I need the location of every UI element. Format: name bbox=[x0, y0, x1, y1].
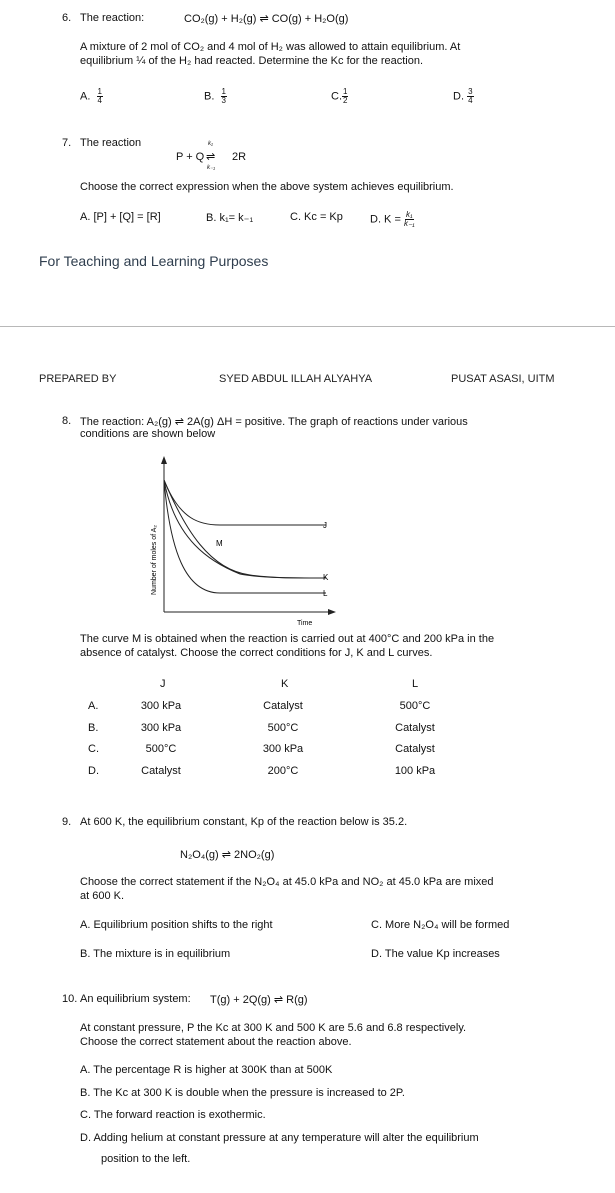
row-letter: D. bbox=[88, 765, 99, 777]
q10-text1: At constant pressure, P the Kc at 300 K and 500 K are 5.6 and 6.8 respectively. bbox=[80, 1022, 467, 1034]
table-cell: 300 kPa bbox=[140, 722, 182, 734]
q7-option-c[interactable]: C. Kc = Kp bbox=[290, 211, 343, 223]
q8-line2: conditions are shown below bbox=[80, 428, 216, 440]
table-cell: 500°C bbox=[267, 722, 299, 734]
q8-text2: absence of catalyst. Choose the correct conditions for J, K and L curves. bbox=[80, 647, 433, 659]
q6-option-c[interactable] bbox=[331, 88, 348, 105]
q6-text-line2: equilibrium ¼ of the H₂ had reacted. Determine the Kc for the reaction. bbox=[80, 55, 424, 67]
table-cell: Catalyst bbox=[395, 743, 435, 755]
curve-j bbox=[164, 480, 326, 525]
option-letter: A. bbox=[80, 90, 91, 103]
q10-option-b[interactable]: B. The Kc at 300 K is double when the pressure is increased to 2P. bbox=[80, 1087, 405, 1099]
q10-option-c[interactable]: C. The forward reaction is exothermic. bbox=[80, 1109, 266, 1121]
option-letter: C. bbox=[331, 90, 342, 103]
q6-option-a[interactable] bbox=[80, 88, 103, 105]
table-cell: 300 kPa bbox=[140, 700, 182, 712]
q9-equation: N₂O₄(g) ⇌ 2NO₂(g) bbox=[180, 849, 275, 861]
fraction: $\frac{1}{3}$ bbox=[221, 87, 226, 105]
row-letter: A. bbox=[88, 700, 99, 712]
fraction: $\frac{1}{2}$ bbox=[343, 87, 348, 105]
q10-label: An equilibrium system: bbox=[80, 993, 191, 1005]
fraction: $\frac{3}{4}$ bbox=[468, 87, 473, 105]
q10-option-d-cont: position to the left. bbox=[101, 1153, 191, 1165]
moles-vs-time-graph bbox=[140, 450, 340, 630]
q9-line1: At 600 K, the equilibrium constant, Kp of the reaction below is 35.2. bbox=[80, 816, 408, 828]
teaching-purpose-note: For Teaching and Learning Purposes bbox=[39, 253, 269, 269]
q7-option-b[interactable]: B. k₁= k₋₁ bbox=[206, 212, 254, 224]
table-cell: Catalyst bbox=[263, 700, 303, 712]
divider bbox=[0, 326, 615, 327]
row-letter: C. bbox=[88, 743, 99, 755]
q10-number: 10. bbox=[62, 993, 78, 1005]
option-text: D. K = bbox=[370, 213, 401, 226]
fraction: $\frac{1}{4}$ bbox=[97, 87, 102, 105]
q10-equation: T(g) + 2Q(g) ⇌ R(g) bbox=[210, 994, 308, 1006]
equilibrium-arrow-icon: ⇌ bbox=[206, 151, 216, 163]
fraction: $\frac{\text{k₁}}{\text{k₋₁}}$ bbox=[403, 210, 415, 228]
q7-k-backward: k₋₁ bbox=[207, 165, 216, 171]
q9-text2: at 600 K. bbox=[80, 890, 125, 902]
q7-number: 7. bbox=[62, 137, 72, 149]
prepared-by-label: PREPARED BY bbox=[39, 373, 117, 385]
q6-option-b[interactable] bbox=[204, 88, 227, 105]
q10-option-a[interactable]: A. The percentage R is higher at 300K than at 500K bbox=[80, 1064, 333, 1076]
q7-eq-right: 2R bbox=[232, 151, 247, 163]
x-axis-label: Time bbox=[297, 620, 313, 627]
q7-option-a[interactable]: A. [P] + [Q] = [R] bbox=[80, 211, 161, 223]
curve-l bbox=[164, 480, 326, 593]
q9-option-c[interactable]: C. More N₂O₄ will be formed bbox=[371, 919, 510, 931]
table-cell: 200°C bbox=[267, 765, 299, 777]
q6-text-line1: A mixture of 2 mol of CO₂ and 4 mol of H₂ was allowed to attain equilibrium. At bbox=[80, 41, 461, 53]
q9-option-a[interactable]: A. Equilibrium position shifts to the right bbox=[80, 919, 273, 931]
q8-text1: The curve M is obtained when the reaction is carried out at 400°C and 200 kPa in the bbox=[80, 633, 495, 645]
table-cell: Catalyst bbox=[141, 765, 181, 777]
option-letter: D. bbox=[453, 90, 464, 103]
q6-number: 6. bbox=[62, 12, 72, 24]
table-cell: 500°C bbox=[399, 700, 431, 712]
table-cell: 500°C bbox=[145, 743, 177, 755]
q7-option-d[interactable] bbox=[370, 211, 415, 228]
q7-label: The reaction bbox=[80, 137, 142, 149]
q9-number: 9. bbox=[62, 816, 72, 828]
table-cell: 300 kPa bbox=[262, 743, 304, 755]
label-l: L bbox=[323, 589, 328, 598]
institution: PUSAT ASASI, UITM bbox=[451, 373, 555, 385]
y-axis-label: Number of moles of A₂ bbox=[151, 524, 158, 595]
y-axis-arrow-icon bbox=[161, 456, 167, 464]
q6-equation: CO₂(g) + H₂(g) ⇌ CO(g) + H₂O(g) bbox=[184, 13, 349, 25]
option-letter: B. bbox=[204, 90, 215, 103]
q9-option-d[interactable]: D. The value Kp increases bbox=[371, 948, 500, 960]
q9-option-b[interactable]: B. The mixture is in equilibrium bbox=[80, 948, 231, 960]
q7-eq-left: P + Q bbox=[176, 151, 205, 163]
table-cell: Catalyst bbox=[395, 722, 435, 734]
q8-number: 8. bbox=[62, 415, 72, 427]
q7-question: Choose the correct expression when the above system achieves equilibrium. bbox=[80, 181, 454, 193]
header-k: K bbox=[281, 678, 289, 690]
q8-line1: The reaction: A₂(g) ⇌ 2A(g) ΔH = positive. The graph of reactions under various bbox=[80, 416, 468, 428]
q6-option-d[interactable] bbox=[453, 88, 474, 105]
x-axis-arrow-icon bbox=[328, 609, 336, 615]
curve-m bbox=[164, 480, 326, 578]
q9-text1: Choose the correct statement if the N₂O₄ at 45.0 kPa and NO₂ at 45.0 kPa are mixed bbox=[80, 876, 494, 888]
q7-k-forward: k₁ bbox=[208, 141, 213, 147]
header-l: L bbox=[412, 678, 419, 690]
row-letter: B. bbox=[88, 722, 99, 734]
label-m: M bbox=[216, 539, 223, 548]
table-cell: 100 kPa bbox=[394, 765, 436, 777]
q10-text2: Choose the correct statement about the reaction above. bbox=[80, 1036, 352, 1048]
header-j: J bbox=[160, 678, 166, 690]
q6-label: The reaction: bbox=[80, 12, 145, 24]
q10-option-d[interactable]: D. Adding helium at constant pressure at any temperature will alter the equilibrium bbox=[80, 1132, 479, 1144]
author-name: SYED ABDUL ILLAH ALYAHYA bbox=[219, 373, 373, 385]
label-j: J bbox=[323, 521, 327, 530]
label-k: K bbox=[323, 573, 329, 582]
